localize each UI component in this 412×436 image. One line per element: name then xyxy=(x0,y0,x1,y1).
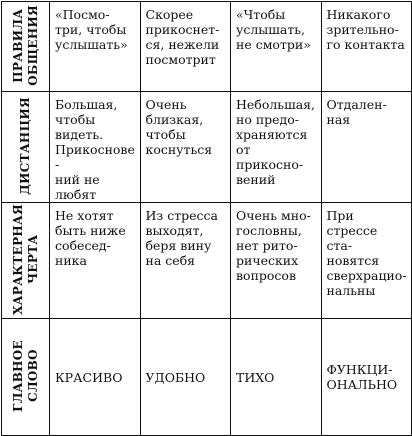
cell-text: Большая, чтобы видеть. Прикоснове- ний не любят xyxy=(55,97,135,202)
communication-table xyxy=(1,1,412,436)
row-header-rules xyxy=(2,2,50,92)
row-header-label: ДИСТАНЦИЯ xyxy=(18,96,32,195)
cell-text: При стрессе ста- новятся сверхрацио- нальны xyxy=(326,208,407,298)
table-cell xyxy=(50,319,141,436)
cell-text: Очень близкая, чтобы коснуться xyxy=(145,97,213,157)
table-cell xyxy=(321,319,412,436)
row-header-label: ХАРАКТЕРНАЯ ЧЕРТА xyxy=(10,203,40,315)
cell-text: Небольшая, но предо- храняются от прикосно- вений xyxy=(236,97,316,187)
table-cell xyxy=(321,2,412,92)
table-cell xyxy=(140,92,231,203)
cell-text: «Чтобы услышать, не смотри» xyxy=(236,7,311,52)
cell-text: УДОБНО xyxy=(145,369,206,385)
row-header-distance xyxy=(2,92,50,203)
table-cell xyxy=(50,92,141,203)
cell-text: Скорее прикоснет- ся, нежели посмотрит xyxy=(145,7,220,67)
table-cell xyxy=(231,92,322,203)
table-cell xyxy=(140,2,231,92)
table-cell xyxy=(321,203,412,319)
table-cell xyxy=(50,2,141,92)
table-cell xyxy=(50,203,141,319)
cell-text: Не хотят быть ниже собесед- ника xyxy=(55,208,126,268)
table-row-rules xyxy=(2,2,412,92)
row-header-label: ПРАВИЛА ОБЩЕНИЯ xyxy=(10,4,40,86)
cell-text: Отдален- ная xyxy=(326,97,387,127)
cell-text: Из стресса выходят, беря вину на себя xyxy=(145,208,218,268)
table-cell xyxy=(231,2,322,92)
cell-text: КРАСИВО xyxy=(55,369,123,385)
cell-text: Очень мно- гословны, нет рито- рических вопросов xyxy=(236,208,311,283)
table-cell xyxy=(140,319,231,436)
table-row-distance xyxy=(2,92,412,203)
cell-text: ФУНКЦИ- ОНАЛЬНО xyxy=(326,362,398,392)
table-cell xyxy=(140,203,231,319)
table-cell xyxy=(231,319,322,436)
row-header-keyword xyxy=(2,319,50,436)
table-row-trait xyxy=(2,203,412,319)
cell-text: Никакого зрительно- го контакта xyxy=(326,7,405,52)
table-row-keyword xyxy=(2,319,412,436)
row-header-label: ГЛАВНОЕ СЛОВО xyxy=(10,339,40,412)
cell-text: ТИХО xyxy=(236,369,275,385)
row-header-trait xyxy=(2,203,50,319)
cell-text: «Посмо- три, чтобы услышать» xyxy=(55,7,128,52)
table-cell xyxy=(321,92,412,203)
table-cell xyxy=(231,203,322,319)
